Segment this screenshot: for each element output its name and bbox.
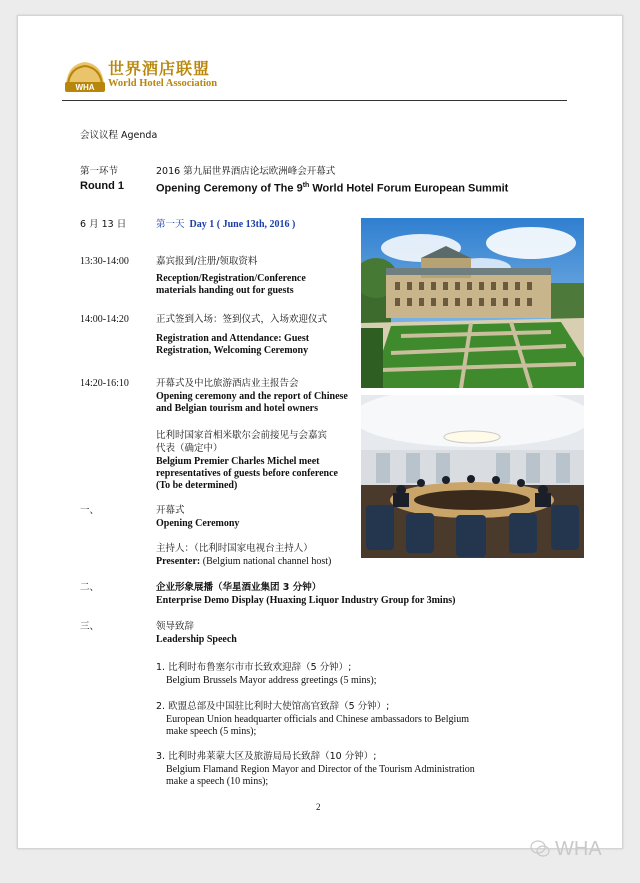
speech-item-en: Belgium Brussels Mayor address greetings (5 mins); xyxy=(166,675,377,686)
section-number: 一、 xyxy=(80,505,100,516)
section-title-cn: 开幕式 xyxy=(156,505,185,516)
round-label-en: Round 1 xyxy=(80,180,124,192)
premier-note-en: Belgium Premier Charles Michel meet xyxy=(156,456,320,467)
logo-chinese-name: 世界酒店联盟 xyxy=(108,59,211,78)
speech-item-en: make a speech (10 mins); xyxy=(166,776,269,787)
agenda-heading: 会议议程 Agenda xyxy=(80,130,158,141)
section-title-cn: 企业形象展播（华星酒业集团 3 分钟） xyxy=(156,582,322,593)
section-title-en: Leadership Speech xyxy=(156,634,237,645)
wechat-watermark-icon xyxy=(530,840,550,858)
premier-note-cn: 代表（确定中） xyxy=(156,443,223,454)
section-title-cn: 领导致辞 xyxy=(156,621,195,632)
speech-item-en: European Union headquarter officials and Chinese ambassadors to Belgium xyxy=(166,714,470,725)
logo-english-name: World Hotel Association xyxy=(108,78,218,89)
premier-note-en: (To be determined) xyxy=(156,480,238,491)
session-title-en: materials handing out for guests xyxy=(156,285,294,296)
svg-text:WHA: WHA xyxy=(75,83,95,92)
day-date: 6 月 13 日 xyxy=(80,219,127,230)
section-title-en: Opening Ceremony xyxy=(156,518,240,529)
session-title-en: and Belgian tourism and hotel owners xyxy=(156,403,318,414)
speech-item-en: make speech (5 mins); xyxy=(166,726,257,737)
session-time: 13:30-14:00 xyxy=(80,256,129,267)
premier-note-cn: 比利时国家首相米歇尔会前接见与会嘉宾 xyxy=(156,430,328,441)
page-number: 2 xyxy=(316,802,321,812)
watermark-text: WHA xyxy=(555,838,602,860)
wha-emblem-icon xyxy=(62,54,108,96)
session-title-cn: 正式签到入场：签到仪式，入场欢迎仪式 xyxy=(156,314,328,325)
speech-item-cn: 2. 欧盟总部及中国驻比利时大使馆高官致辞（5 分钟）; xyxy=(156,701,390,712)
section-number: 二、 xyxy=(80,582,100,593)
speech-item-cn: 1. 比利时布鲁塞尔市市长致欢迎辞（5 分钟）; xyxy=(156,662,352,673)
section-number: 三、 xyxy=(80,621,100,632)
presenter-cn: 主持人：（比利时国家电视台主持人） xyxy=(156,543,313,554)
round-title-en: Opening Ceremony of The 9th World Hotel Forum European Summit xyxy=(156,182,509,195)
session-time: 14:20-16:10 xyxy=(80,378,129,389)
session-time: 14:00-14:20 xyxy=(80,314,129,325)
round-title-cn: 2016 第九届世界酒店论坛欧洲峰会开幕式 xyxy=(156,166,336,177)
conference-room-photo xyxy=(361,395,584,558)
session-title-en: Reception/Registration/Conference xyxy=(156,273,306,284)
day-title: 第一天 Day 1 ( June 13th, 2016 ) xyxy=(156,219,296,230)
speech-item-cn: 3. 比利时弗莱蒙大区及旅游局局长致辞（10 分钟）; xyxy=(156,751,377,762)
section-title-en: Enterprise Demo Display (Huaxing Liquor Industry Group for 3mins) xyxy=(156,595,456,606)
wha-logo xyxy=(62,54,252,98)
presenter-en: Presenter: (Belgium national channel host) xyxy=(156,556,332,567)
header-divider xyxy=(62,100,567,101)
session-title-cn: 嘉宾报到/注册/领取资料 xyxy=(156,256,258,267)
session-title-en: Opening ceremony and the report of Chinese xyxy=(156,391,348,402)
palace-garden-photo xyxy=(361,218,584,388)
session-title-cn: 开幕式及中比旅游酒店业主报告会 xyxy=(156,378,299,389)
premier-note-en: representatives of guests before conference xyxy=(156,468,338,479)
round-label-cn: 第一环节 xyxy=(80,166,119,177)
session-title-en: Registration and Attendance: Guest xyxy=(156,333,310,344)
session-title-en: Registration, Welcoming Ceremony xyxy=(156,345,309,356)
speech-item-en: Belgium Flamand Region Mayor and Director of the Tourism Administration xyxy=(166,764,475,775)
